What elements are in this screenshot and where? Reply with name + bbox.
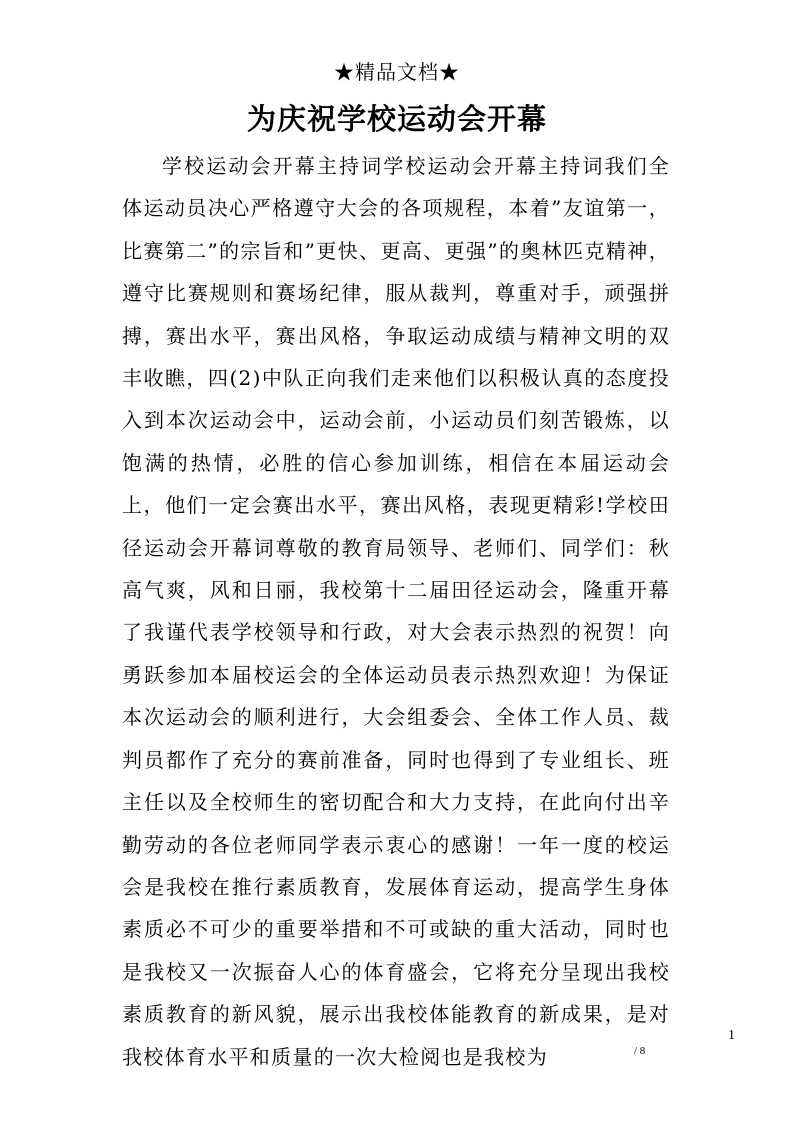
page-total: / 8 [634, 1045, 646, 1057]
header-mark: ★精品文档★ [334, 60, 460, 84]
document-body: 学校运动会开幕主持词学校运动会开幕主持词我们全体运动员决心严格遵守大会的各项规程，本着”友谊第一，比赛第二”的宗旨和”更快、更高、更强”的奥林匹克精神，遵守比赛规则和赛场纪律，服从裁判，尊重对手，顽强拼搏，赛出水平，赛出风格，争取运动成绩与精神文明的双丰收瞧，四(2)中队正向我们走来他们以积极认真的态度投入到本次运动会中，运动会前，小运动员们刻苦锻炼，以饱满的热情，必胜的信心参加训练，相信在本届运动会上，他们一定会赛出水平，赛出风格，表现更精彩!学校田径运动会开幕词尊敬的教育局领导、老师们、同学们：秋高气爽，风和日丽，我校第十二届田径运动会，隆重开幕了我谨代表学校领导和行政，对大会表示热烈的祝贺！向勇跃参加本届校运会的全体运动员表示热烈欢迎！为保证本次运动会的顺利进行，大会组委会、全体工作人员、裁判员都作了充分的赛前准备，同时也得到了专业组长、班主任以及全校师生的密切配合和大力支持，在此向付出辛勤劳动的各位老师同学表示衷心的感谢！一年一度的校运会是我校在推行素质教育，发展体育运动，提高学生身体素质必不可少的重要举措和不可或缺的重大活动，同时也是我校又一次振奋人心的体育盛会，它将充分呈现出我校素质教育的新风貌，展示出我校体能教育的新成果，是对我校体育水平和质量的一次大检阅也是我校为 [122, 154, 670, 1069]
page-number: 1 [728, 1028, 735, 1043]
document-title: 为庆祝学校运动会开幕 [246, 102, 547, 136]
